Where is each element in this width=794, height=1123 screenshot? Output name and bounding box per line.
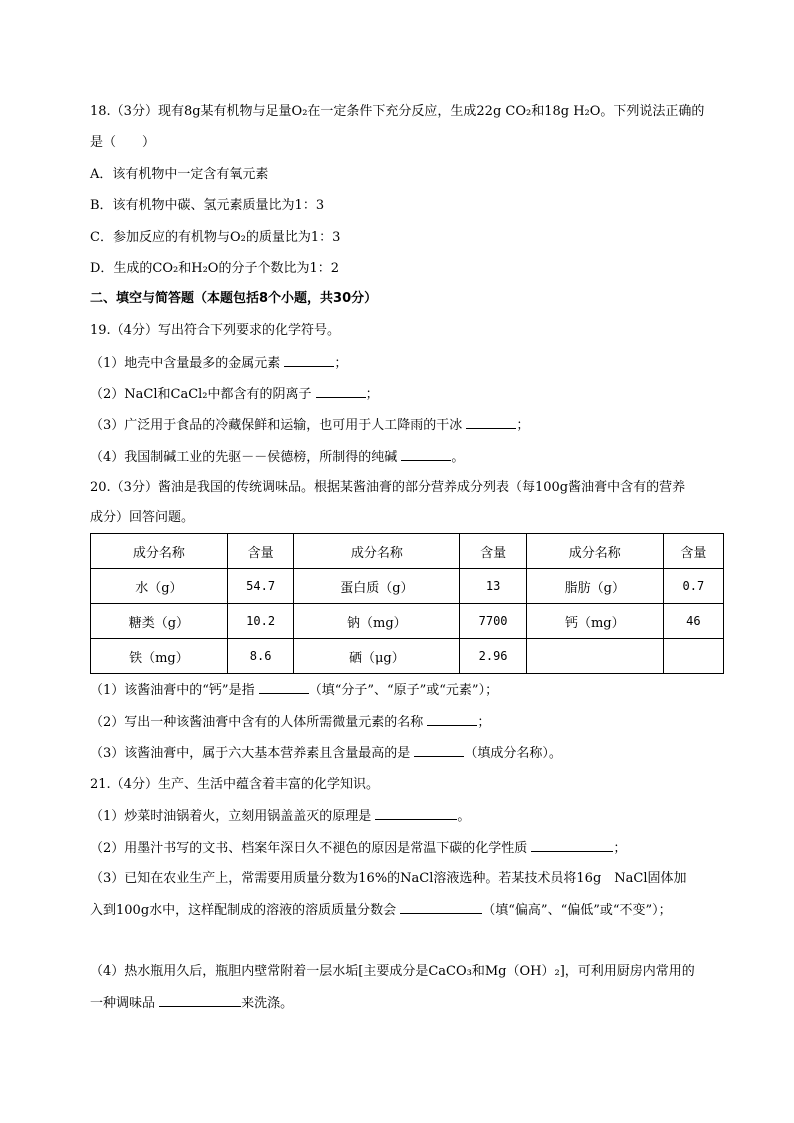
q21-item-4-line1: （4）热水瓶用久后，瓶胆内壁常附着一层水垢[主要成分是CaCO₃和Mg（OH）₂]，可利用厨房内常用的 bbox=[90, 964, 695, 979]
q21-item-2: （2）用墨汁书写的文书、档案年深日久不褪色的原因是常温下碳的化学性质 ； bbox=[90, 838, 626, 859]
table-cell: 糖类（g） bbox=[91, 604, 228, 639]
answer-blank[interactable] bbox=[466, 415, 516, 429]
q19-item-3: （3）广泛用于食品的冷藏保鲜和运输，也可用于人工降雨的干冰 ； bbox=[90, 415, 529, 436]
section2-title: 二、填空与简答题（本题包括8个小题，共30分） bbox=[90, 291, 378, 306]
table-header-cell: 含量 bbox=[663, 534, 723, 569]
table-header-row bbox=[91, 534, 724, 569]
nutrition-table bbox=[90, 533, 724, 674]
table-cell: 2.96 bbox=[460, 639, 527, 674]
q21-item-1: （1）炒菜时油锅着火，立刻用锅盖盖灭的原理是 。 bbox=[90, 806, 470, 827]
answer-blank[interactable] bbox=[259, 680, 309, 694]
q20-item-2: （2）写出一种该酱油膏中含有的人体所需微量元素的名称 ； bbox=[90, 712, 490, 733]
table-header-cell: 成分名称 bbox=[294, 534, 460, 569]
answer-blank[interactable] bbox=[401, 447, 451, 461]
table-cell: 蛋白质（g） bbox=[294, 569, 460, 604]
table-cell: 10.2 bbox=[227, 604, 294, 639]
q21-item-4-line2: 一种调味品 来洗涤。 bbox=[90, 993, 293, 1014]
answer-blank[interactable] bbox=[375, 806, 457, 820]
q19-item-2: （2）NaCl和CaCl₂中都含有的阴离子 ； bbox=[90, 384, 379, 405]
q21-stem: 21.（4分）生产、生活中蕴含着丰富的化学知识。 bbox=[90, 777, 379, 792]
table-row bbox=[91, 604, 724, 639]
answer-blank[interactable] bbox=[284, 353, 334, 367]
table-cell: 13 bbox=[460, 569, 527, 604]
q21-item-3-line2: 入到100g水中，这样配制成的溶液的溶质质量分数会 （填“偏高”、“偏低”或“不变”）； bbox=[90, 900, 672, 921]
q21-item-3-line1: （3）已知在农业生产上，常需要用质量分数为16%的NaCl溶液选种。若某技术员将16g NaCl固体加 bbox=[90, 871, 687, 886]
table-header-cell: 含量 bbox=[227, 534, 294, 569]
q20-item-1: （1）该酱油膏中的“钙”是指 （填“分子”、“原子”或“元素”）； bbox=[90, 680, 498, 701]
answer-blank[interactable] bbox=[414, 743, 464, 757]
table-cell bbox=[663, 639, 723, 674]
q18-option-b: B．该有机物中碳、氢元素质量比为1：3 bbox=[90, 198, 325, 213]
q18-option-c: C．参加反应的有机物与O₂的质量比为1：3 bbox=[90, 230, 341, 245]
table-cell: 硒（μg） bbox=[294, 639, 460, 674]
table-row bbox=[91, 569, 724, 604]
q18-option-d: D．生成的CO₂和H₂O的分子个数比为1：2 bbox=[90, 261, 339, 276]
q18-stem-line1: 18.（3分）现有8g某有机物与足量O₂在一定条件下充分反应，生成22g CO₂和18g H₂O。下列说法正确的 bbox=[90, 104, 705, 119]
table-cell: 0.7 bbox=[663, 569, 723, 604]
table-header-cell: 成分名称 bbox=[526, 534, 663, 569]
answer-blank[interactable] bbox=[531, 838, 613, 852]
q20-item-3: （3）该酱油膏中，属于六大基本营养素且含量最高的是 （填成分名称）。 bbox=[90, 743, 562, 764]
table-cell bbox=[526, 639, 663, 674]
q20-stem-line1: 20.（3分）酱油是我国的传统调味品。根据某酱油膏的部分营养成分列表（每100g酱油膏中含有的营养 bbox=[90, 480, 686, 495]
table-cell: 水（g） bbox=[91, 569, 228, 604]
q18-stem-line2: 是（ ） bbox=[90, 135, 156, 150]
q20-stem-line2: 成分）回答问题。 bbox=[90, 510, 195, 525]
table-header-cell: 含量 bbox=[460, 534, 527, 569]
q19-item-4: （4）我国制碱工业的先驱－－侯德榜，所制得的纯碱 。 bbox=[90, 447, 464, 468]
q19-item-1: （1）地壳中含量最多的金属元素 ； bbox=[90, 353, 347, 374]
table-cell: 钙（mg） bbox=[526, 604, 663, 639]
answer-blank[interactable] bbox=[159, 993, 241, 1007]
table-row bbox=[91, 639, 724, 674]
table-cell: 7700 bbox=[460, 604, 527, 639]
answer-blank[interactable] bbox=[427, 712, 477, 726]
table-cell: 8.6 bbox=[227, 639, 294, 674]
table-cell: 54.7 bbox=[227, 569, 294, 604]
answer-blank[interactable] bbox=[316, 384, 366, 398]
table-cell: 铁（mg） bbox=[91, 639, 228, 674]
table-cell: 脂肪（g） bbox=[526, 569, 663, 604]
answer-blank[interactable] bbox=[400, 900, 482, 914]
q18-option-a: A．该有机物中一定含有氧元素 bbox=[90, 167, 269, 182]
table-cell: 钠（mg） bbox=[294, 604, 460, 639]
table-cell: 46 bbox=[663, 604, 723, 639]
table-header-cell: 成分名称 bbox=[91, 534, 228, 569]
q19-stem: 19.（4分）写出符合下列要求的化学符号。 bbox=[90, 323, 340, 338]
